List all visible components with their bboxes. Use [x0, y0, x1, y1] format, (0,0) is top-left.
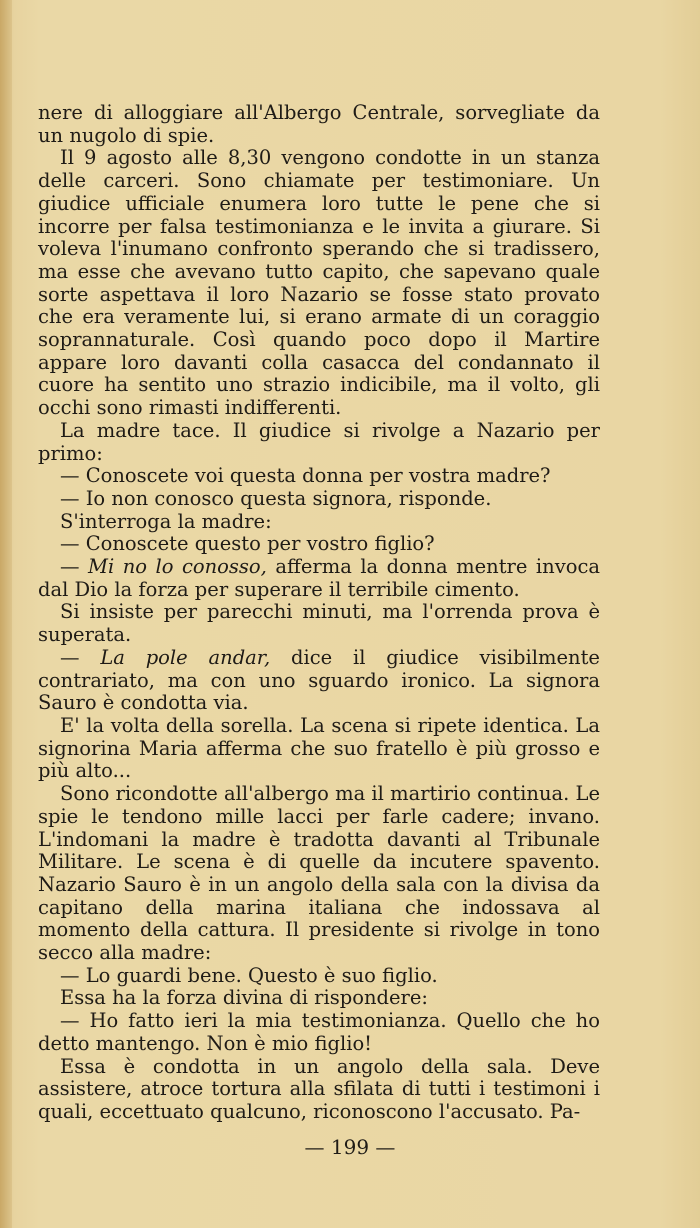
page-gutter-edge: [0, 0, 12, 1228]
dash: —: [60, 555, 88, 579]
body-text: [38, 102, 600, 1124]
paragraph-ordeal-passed: Si insiste per parecchi minuti, ma l'orrenda prova è superata.: [38, 600, 600, 647]
dialogue-line-judge: [38, 647, 600, 715]
dialogue-continuation: dice il giudice visibilmente contrariato, ma con uno sguardo ironico. La signora Sauro è condotta via.: [38, 645, 600, 715]
paragraph-sister: E' la volta della sorella. La scena si ripete identica. La signorina Maria afferma che suo fratello è più grosso e più alto...: [38, 713, 600, 783]
dash: —: [60, 645, 101, 669]
page-number: — 199 —: [304, 1135, 396, 1159]
dialogue-line: — Io non conosco questa signora, risponde.: [60, 486, 492, 510]
paragraph-divine-strength: Essa ha la forza divina di rispondere:: [60, 986, 428, 1010]
dialogue-line: — Conoscete voi questa donna per vostra madre?: [60, 464, 551, 488]
italic-quote: La pole andar,: [100, 645, 271, 669]
paragraph-mother-questioned: S'interroga la madre:: [60, 509, 272, 533]
dialogue-line-mother-denial: [38, 556, 600, 601]
paragraph-mother-silent: La madre tace. Il giudice si rivolge a Nazario per primo:: [38, 418, 600, 465]
paragraph-witnesses: Essa è condotta in un angolo della sala. Deve assistere, atroce tortura alla sfilata di tutti i testimoni i quali, eccettuato qualcuno, riconoscono l'accusato. Pa-: [38, 1054, 600, 1123]
paragraph-continuation: nere di alloggiare all'Albergo Centrale, sorvegliate da un nugolo di spie.: [38, 101, 600, 147]
dialogue-line: — Conoscete questo per vostro figlio?: [60, 532, 435, 556]
paragraph-tribunal: Sono ricondotte all'albergo ma il martirio continua. Le spie le tendono mille lacci per farle cadere; invano. L'indomani la madre è tradotta davanti al Tribunale Militare. Le scena è di quelle da incutere spavento. Nazario Sauro è in un angolo della sala con la divisa da capitano della marina italiana che indossava al momento della cattura. Il presidente si rivolge in tono secco alla madre:: [38, 782, 601, 965]
paragraph-interrogation-intro: Il 9 agosto alle 8,30 vengono condotte in un stanza delle carceri. Sono chiamate per testimoniare. Un giudice ufficiale enumera loro tutte le pene che si incorre per falsa testimonianza e le invita a giurare. Si voleva l'inumano confronto sperando che si tradissero, ma esse che avevano tutto capito, che sapevano quale sorte aspettava il loro Nazario se fosse stato provato che era veramente lui, si erano armate di un coraggio soprannaturale. Così quando poco dopo il Martire appare loro davanti colla casacca del condannato il cuore ha sentito uno strazio indicibile, ma il volto, gli occhi sono rimasti indifferenti.: [38, 146, 600, 420]
dialogue-line: — Lo guardi bene. Questo è suo figlio.: [60, 963, 438, 987]
dialogue-continuation: afferma la donna mentre invoca dal Dio la forza per superare il terribile cimento.: [38, 555, 601, 601]
dialogue-line: — Ho fatto ieri la mia testimonianza. Quello che ho detto mantengo. Non è mio figlio!: [38, 1009, 600, 1055]
italic-quote: Mi no lo conosso,: [88, 555, 267, 579]
